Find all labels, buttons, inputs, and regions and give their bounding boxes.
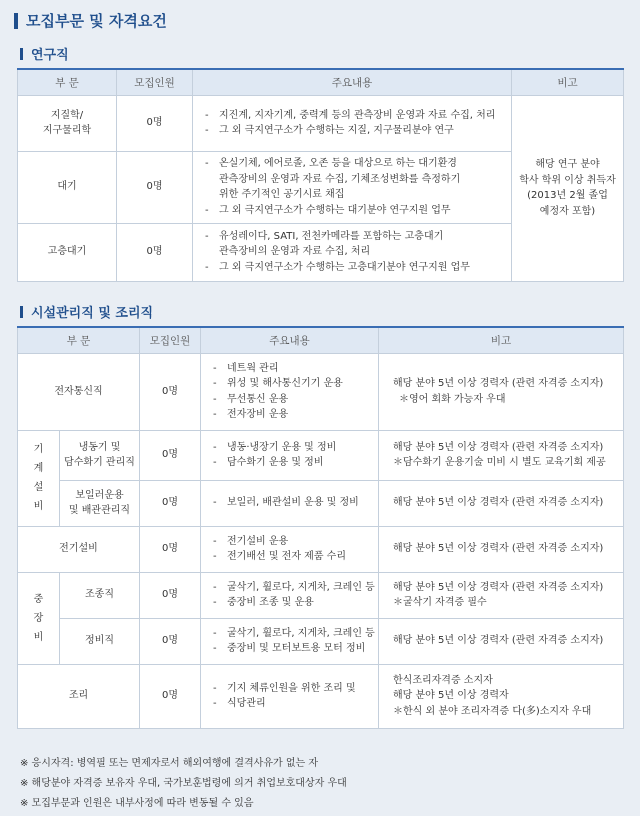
division-cell: 보일러운용 및 배관관리직 xyxy=(60,480,140,526)
heavy-group-cell: 중 장 비 xyxy=(18,572,60,664)
footnote: ※ 모집부문과 인원은 내부사정에 따라 변동될 수 있음 xyxy=(20,798,254,809)
note-cell: 해당 분야 5년 이상 경력자 (관련 자격증 소지자) ＊담수화기 운용기술 미비 시 별도 교육기회 제공 xyxy=(379,430,624,480)
count-cell: 0명 xyxy=(140,430,201,480)
table-row xyxy=(18,526,624,572)
duties-cell: - 온실기체, 에어로졸, 오존 등을 대상으로 하는 대기환경 관측장비의 운영과 자료 수집, 기체조성변화를 측정하기 위한 주기적인 공기시료 채집 - 그 외 극지연구소가 수행하는 대기분야 연구지원 업무 xyxy=(193,151,512,223)
duties-cell: - 냉동·냉장기 운용 및 정비 - 담수화기 운용 및 정비 xyxy=(201,430,379,480)
count-cell: 0명 xyxy=(117,151,193,223)
count-cell: 0명 xyxy=(117,95,193,151)
note-cell: 해당 분야 5년 이상 경력자 (관련 자격증 소지자) xyxy=(379,526,624,572)
division-cell: 전기설비 xyxy=(18,526,140,572)
count-cell: 0명 xyxy=(140,480,201,526)
table-row xyxy=(18,618,624,664)
duty-item: - 그 외 극지연구소가 수행하는 대기분야 연구지원 업무 xyxy=(205,204,451,216)
duties-cell: - 네트웍 관리 - 위성 및 해사통신기기 운용 - 무선통신 운용 - 전자장비 운용 xyxy=(201,353,379,430)
count-cell: 0명 xyxy=(140,526,201,572)
header-division: 부 문 xyxy=(18,327,140,353)
count-cell: 0명 xyxy=(117,223,193,281)
header-note: 비고 xyxy=(379,327,624,353)
division-cell: 지질학/ 지구물리학 xyxy=(18,95,117,151)
duties-cell: - 전기설비 운용 - 전기배선 및 전자 제품 수리 xyxy=(201,526,379,572)
table-row xyxy=(18,95,624,151)
division-cell: 정비직 xyxy=(60,618,140,664)
page-title xyxy=(14,10,167,31)
header-division: 부 문 xyxy=(18,69,117,95)
header-count: 모집인원 xyxy=(117,69,193,95)
note-cell: 해당 분야 5년 이상 경력자 (관련 자격증 소지자) xyxy=(379,480,624,526)
research-table xyxy=(17,68,624,282)
duty-item: - 그 외 극지연구소가 수행하는 지질, 지구물리분야 연구 xyxy=(205,125,454,136)
note-cell: 해당 연구 분야 학사 학위 이상 취득자 (2013년 2월 졸업 예정자 포함) xyxy=(512,95,624,281)
division-cell: 조종직 xyxy=(60,572,140,618)
table-row xyxy=(18,353,624,430)
note-cell: 한식조리자격증 소지자 해당 분야 5년 이상 경력자 ＊한식 외 분야 조리자격증 다(多)소지자 우대 xyxy=(379,664,624,728)
duty-item: - 유성레이다, SATI, 전천카메라를 포함하는 고층대기 xyxy=(205,230,444,242)
table-row xyxy=(18,572,624,618)
title-bar-marker xyxy=(14,13,18,29)
table-row xyxy=(18,480,624,526)
duty-item: - 온실기체, 에어로졸, 오존 등을 대상으로 하는 대기환경 xyxy=(205,158,457,169)
duties-cell: - 보일러, 배관설비 운용 및 정비 xyxy=(201,480,379,526)
duties-cell xyxy=(193,95,512,151)
header-count: 모집인원 xyxy=(140,327,201,353)
division-cell: 고층대기 xyxy=(18,223,117,281)
division-cell: 냉동기 및 담수화기 관리직 xyxy=(60,430,140,480)
table-row xyxy=(18,664,624,728)
division-cell: 조리 xyxy=(18,664,140,728)
mech-group-cell: 기 계 설 비 xyxy=(18,430,60,526)
count-cell: 0명 xyxy=(140,353,201,430)
footnote: ※ 응시자격: 병역필 또는 면제자로서 해외여행에 결격사유가 없는 자 xyxy=(20,758,318,769)
footnote: ※ 해당분야 자격증 보유자 우대, 국가보훈법령에 의거 취업보호대상자 우대 xyxy=(20,778,347,789)
note-cell: 해당 분야 5년 이상 경력자 (관련 자격증 소지자) ＊영어 회화 가능자 우대 xyxy=(379,353,624,430)
count-cell: 0명 xyxy=(140,664,201,728)
header-duties: 주요내용 xyxy=(201,327,379,353)
facility-section-title: 시설관리직 및 조리직 xyxy=(20,302,153,321)
section-bar-marker xyxy=(20,306,23,318)
note-cell: 해당 분야 5년 이상 경력자 (관련 자격증 소지자) xyxy=(379,618,624,664)
duties-cell: - 기지 체류인원을 위한 조리 및 - 식당관리 xyxy=(201,664,379,728)
duties-cell: - 굴삭기, 휠로다, 지게차, 크레인 등 - 중장비 및 모터보트용 모터 정비 xyxy=(201,618,379,664)
division-cell: 전자통신직 xyxy=(18,353,140,430)
duty-item: - 지진계, 지자기계, 중력계 등의 관측장비 운영과 자료 수집, 처리 xyxy=(205,109,496,121)
facility-header-row xyxy=(18,327,624,353)
page-title-text: 모집부문 및 자격요건 xyxy=(26,12,167,30)
section-bar-marker xyxy=(20,48,23,60)
division-cell: 대기 xyxy=(18,151,117,223)
research-section-title: 연구직 xyxy=(20,44,69,63)
facility-table xyxy=(17,326,624,729)
count-cell: 0명 xyxy=(140,572,201,618)
count-cell: 0명 xyxy=(140,618,201,664)
note-cell: 해당 분야 5년 이상 경력자 (관련 자격증 소지자) ＊굴삭기 자격증 필수 xyxy=(379,572,624,618)
duties-cell: - 유성레이다, SATI, 전천카메라를 포함하는 고층대기 관측장비의 운영과 자료 수집, 처리 - 그 외 극지연구소가 수행하는 고층대기분야 연구지원 업무 xyxy=(193,223,512,281)
footnotes xyxy=(20,754,347,814)
duty-item: - 그 외 극지연구소가 수행하는 고층대기분야 연구지원 업무 xyxy=(205,261,470,273)
header-note: 비고 xyxy=(512,69,624,95)
duties-cell: - 굴삭기, 휠로다, 지게차, 크레인 등 - 중장비 조종 및 운용 xyxy=(201,572,379,618)
header-duties: 주요내용 xyxy=(193,69,512,95)
table-row xyxy=(18,430,624,480)
research-header-row xyxy=(18,69,624,95)
